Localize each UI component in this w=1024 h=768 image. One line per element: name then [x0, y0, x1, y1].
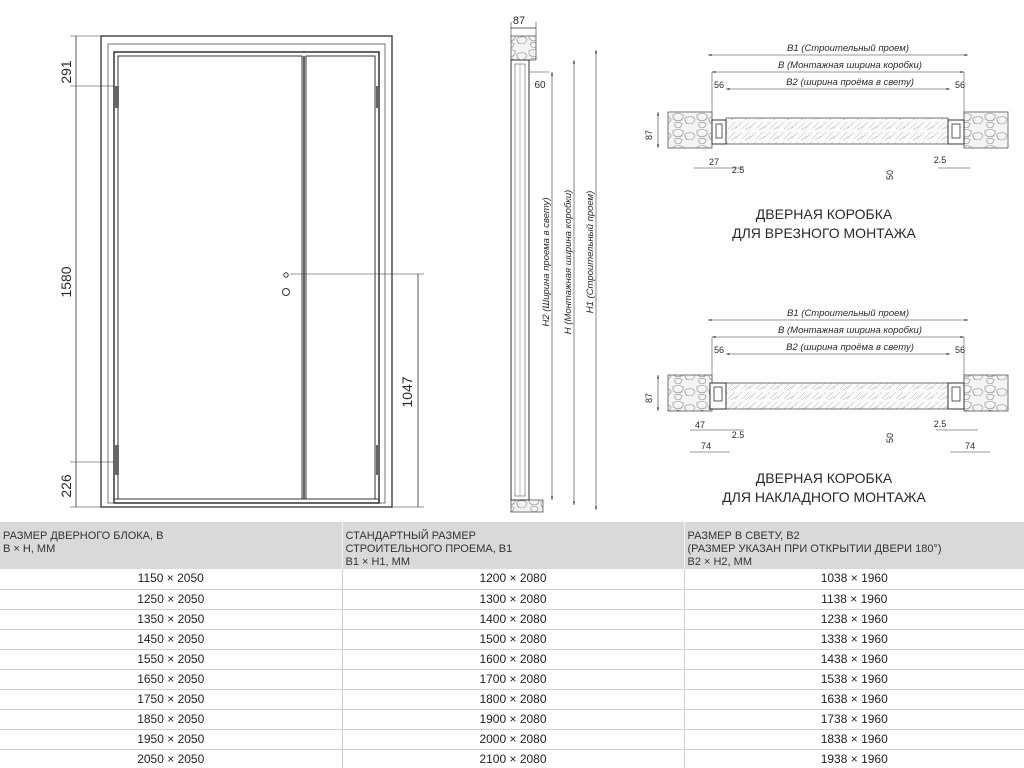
hinge-top-right	[376, 86, 380, 108]
header-block-size: РАЗМЕР ДВЕРНОГО БЛОКА, В В × Н, ММ	[0, 522, 342, 569]
inset-caption-line1: ДВЕРНАЯ КОРОБКА	[755, 206, 893, 222]
inset-b-label: B (Монтажная ширина коробки)	[778, 60, 922, 71]
inset-dim-56-left: 56	[713, 80, 725, 90]
overlay-b-label: B (Монтажная ширина коробки)	[778, 325, 922, 336]
size-table-container	[0, 522, 1024, 768]
inset-dim-87: 87	[644, 129, 654, 141]
size-table	[0, 522, 1024, 768]
cell-clear-size: 1138 × 1960	[684, 589, 1024, 609]
dim-bottom: 226	[58, 474, 74, 498]
main-leaf	[118, 56, 302, 499]
cell-clear-size: 1338 × 1960	[684, 629, 1024, 649]
cell-opening-size: 2100 × 2080	[342, 749, 684, 768]
table-row	[0, 569, 1024, 589]
overlay-wall-right	[964, 375, 1008, 411]
overlay-dim-74-right: 74	[964, 441, 976, 451]
overlay-dim-47: 47	[694, 420, 706, 430]
cell-block-size: 1350 × 2050	[0, 609, 342, 629]
inset-b2-label: B2 (ширина проёма в свету)	[786, 77, 914, 88]
overlay-dim-56-left: 56	[713, 345, 725, 355]
overlay-dim-74-left: 74	[700, 441, 712, 451]
overlay-caption-line2: ДЛЯ НАКЛАДНОГО МОНТАЖА	[722, 489, 926, 505]
cell-opening-size: 1800 × 2080	[342, 689, 684, 709]
cell-opening-size: 1600 × 2080	[342, 649, 684, 669]
overlay-dim-25-left: 2.5	[731, 430, 745, 440]
overlay-caption-line1: ДВЕРНАЯ КОРОБКА	[755, 470, 893, 486]
cell-block-size: 1250 × 2050	[0, 589, 342, 609]
inset-caption-line2: ДЛЯ ВРЕЗНОГО МОНТАЖА	[732, 225, 916, 241]
cell-opening-size: 1400 × 2080	[342, 609, 684, 629]
overlay-dim-25-right: 2.5	[933, 419, 947, 429]
side-dim-frame: 60	[534, 80, 546, 91]
cell-clear-size: 1938 × 1960	[684, 749, 1024, 768]
hinge-bottom-left	[115, 445, 119, 475]
inset-b1-label: B1 (Строительный проем)	[787, 43, 909, 54]
table-header-row	[0, 522, 1024, 569]
inset-door-leaf	[726, 118, 948, 144]
cell-clear-size: 1538 × 1960	[684, 669, 1024, 689]
lock-cylinder	[283, 289, 290, 296]
header-opening-size: СТАНДАРТНЫЙ РАЗМЕР СТРОИТЕЛЬНОГО ПРОЕМА, B1 B1 × H1, ММ	[342, 522, 684, 569]
overlay-b2-label: B2 (ширина проёма в свету)	[786, 342, 914, 353]
cell-block-size: 1950 × 2050	[0, 729, 342, 749]
inset-wall-left	[668, 112, 712, 148]
cell-block-size: 1750 × 2050	[0, 689, 342, 709]
cell-clear-size: 1438 × 1960	[684, 649, 1024, 669]
cell-block-size: 2050 × 2050	[0, 749, 342, 768]
cell-opening-size: 1900 × 2080	[342, 709, 684, 729]
cell-block-size: 1850 × 2050	[0, 709, 342, 729]
door-handle	[284, 273, 288, 277]
overlay-dim-50: 50	[885, 432, 895, 444]
cell-opening-size: 2000 × 2080	[342, 729, 684, 749]
inset-dim-27: 27	[708, 157, 720, 167]
overlay-b1-label: B1 (Строительный проем)	[787, 308, 909, 319]
side-h-label: H (Монтажная ширина коробки)	[563, 189, 574, 335]
header-clear-size: РАЗМЕР В СВЕТУ, B2 (РАЗМЕР УКАЗАН ПРИ ОТКРЫТИИ ДВЕРИ 180°) B2 × H2, ММ	[687, 530, 942, 568]
cell-clear-size: 1238 × 1960	[684, 609, 1024, 629]
cell-clear-size: 1838 × 1960	[684, 729, 1024, 749]
cell-block-size: 1150 × 2050	[0, 569, 342, 589]
table-row	[0, 729, 1024, 749]
overlay-dim-56-right: 56	[954, 345, 966, 355]
table-row	[0, 589, 1024, 609]
hinge-top-left	[115, 86, 119, 108]
inset-dim-50: 50	[885, 169, 895, 181]
dim-middle: 1580	[58, 266, 74, 298]
cell-opening-size: 1300 × 2080	[342, 589, 684, 609]
table-row	[0, 629, 1024, 649]
inset-dim-56-right: 56	[954, 80, 966, 90]
cell-opening-size: 1700 × 2080	[342, 669, 684, 689]
side-h1-label: H1 (Строительный проем)	[585, 190, 596, 314]
cell-opening-size: 1200 × 2080	[342, 569, 684, 589]
table-row	[0, 709, 1024, 729]
cell-block-size: 1450 × 2050	[0, 629, 342, 649]
cell-block-size: 1550 × 2050	[0, 649, 342, 669]
hinge-bottom-right	[376, 445, 380, 475]
side-dim-depth: 87	[512, 15, 526, 27]
front-view	[58, 36, 424, 507]
dim-handle-height: 1047	[399, 376, 415, 408]
overlay-wall-left	[668, 375, 712, 411]
outer-frame	[101, 36, 392, 507]
inset-wall-right	[964, 112, 1008, 148]
side-section	[511, 15, 596, 512]
table-row	[0, 609, 1024, 629]
overlay-door-leaf	[726, 383, 948, 409]
cell-opening-size: 1500 × 2080	[342, 629, 684, 649]
table-row	[0, 689, 1024, 709]
table-row	[0, 669, 1024, 689]
inset-dim-25-right: 2.5	[933, 155, 947, 165]
secondary-leaf	[306, 56, 375, 499]
overlay-dim-87: 87	[644, 392, 654, 404]
table-row	[0, 649, 1024, 669]
overlay-section	[644, 308, 1008, 505]
cell-clear-size: 1038 × 1960	[684, 569, 1024, 589]
side-h2-label: H2 (Ширина проема в свету)	[541, 197, 552, 327]
cell-block-size: 1650 × 2050	[0, 669, 342, 689]
dim-top: 291	[58, 60, 74, 84]
cell-clear-size: 1738 × 1960	[684, 709, 1024, 729]
cell-clear-size: 1638 × 1960	[684, 689, 1024, 709]
inset-section	[644, 43, 1008, 241]
inset-dim-25-left: 2.5	[731, 165, 745, 175]
table-row	[0, 749, 1024, 768]
